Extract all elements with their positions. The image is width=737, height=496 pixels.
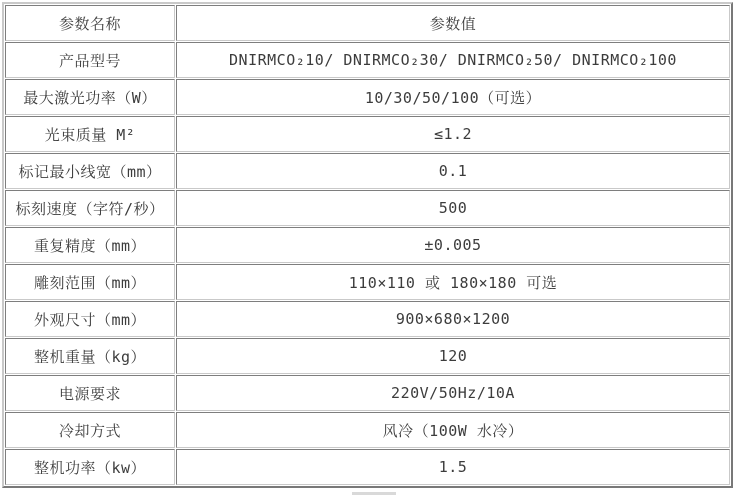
param-value-cell: 110×110 或 180×180 可选 (176, 264, 730, 300)
param-value-cell: 120 (176, 338, 730, 374)
param-name-cell: 最大激光功率（W） (5, 79, 175, 115)
table-row (5, 412, 730, 448)
table-row (5, 375, 730, 411)
param-name-cell: 重复精度（mm） (5, 227, 175, 263)
table-row (5, 79, 730, 115)
param-value-cell: 10/30/50/100（可选） (176, 79, 730, 115)
table-header-row (5, 5, 730, 41)
param-name-cell: 雕刻范围（mm） (5, 264, 175, 300)
param-value-cell: DNIRMCO₂10/ DNIRMCO₂30/ DNIRMCO₂50/ DNIRMCO₂100 (176, 42, 730, 78)
param-name-cell: 电源要求 (5, 375, 175, 411)
table-row (5, 42, 730, 78)
header-param-value: 参数值 (176, 5, 730, 41)
scrollbar-fragment (352, 492, 396, 495)
param-value-cell: 风冷（100W 水冷） (176, 412, 730, 448)
table-row (5, 264, 730, 300)
param-name-cell: 标刻速度（字符/秒） (5, 190, 175, 226)
param-name-cell: 光束质量 M² (5, 116, 175, 152)
table-row (5, 190, 730, 226)
table-row (5, 153, 730, 189)
param-value-cell: ≤1.2 (176, 116, 730, 152)
param-value-cell: ±0.005 (176, 227, 730, 263)
param-name-cell: 产品型号 (5, 42, 175, 78)
header-param-name: 参数名称 (5, 5, 175, 41)
param-value-cell: 0.1 (176, 153, 730, 189)
param-name-cell: 整机重量（kg） (5, 338, 175, 374)
param-value-cell: 220V/50Hz/10A (176, 375, 730, 411)
param-name-cell: 冷却方式 (5, 412, 175, 448)
param-value-cell: 1.5 (176, 449, 730, 485)
param-name-cell: 外观尺寸（mm） (5, 301, 175, 337)
table-row (5, 338, 730, 374)
param-name-cell: 整机功率（kw） (5, 449, 175, 485)
spec-table (2, 2, 733, 488)
param-value-cell: 900×680×1200 (176, 301, 730, 337)
table-row (5, 116, 730, 152)
param-name-cell: 标记最小线宽（mm） (5, 153, 175, 189)
table-row (5, 227, 730, 263)
param-value-cell: 500 (176, 190, 730, 226)
table-row (5, 449, 730, 485)
table-row (5, 301, 730, 337)
